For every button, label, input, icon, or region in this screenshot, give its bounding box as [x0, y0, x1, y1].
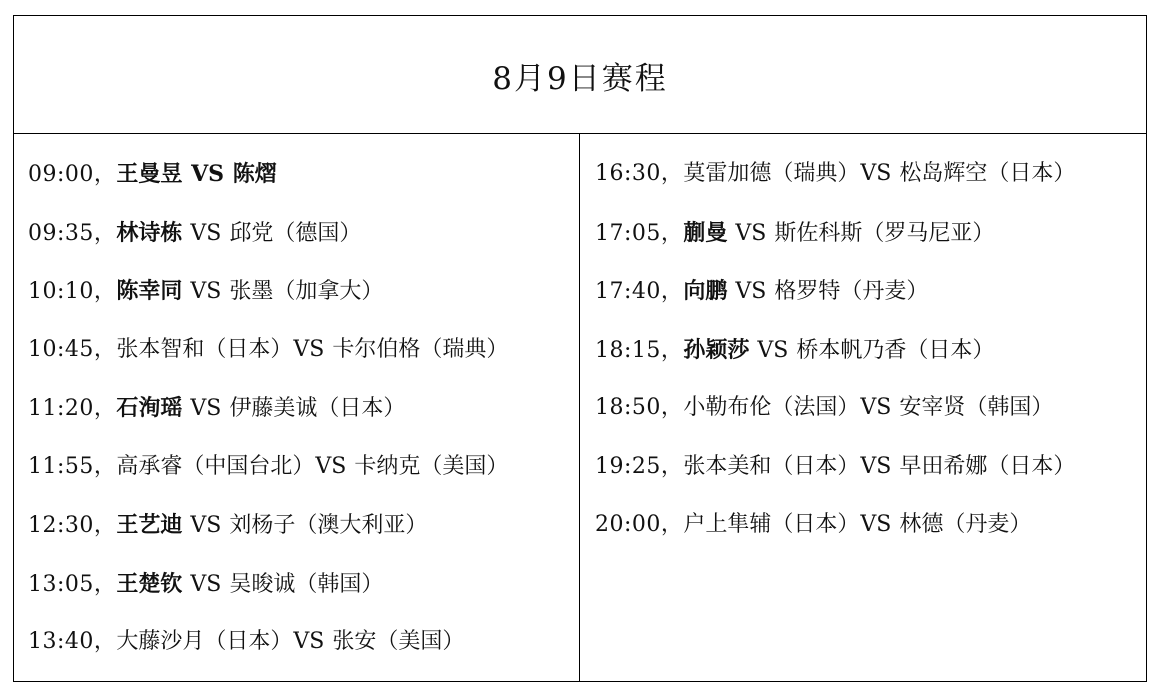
match-row: [28, 394, 405, 422]
versus-label: VS: [728, 279, 774, 304]
match-time: 18:15，: [595, 337, 684, 363]
match-time: 10:45，: [28, 336, 117, 362]
match-row: [595, 160, 1075, 188]
versus-label: VS: [728, 220, 774, 246]
player-one: 陈幸同: [116, 278, 183, 304]
player-one: 高承睿（中国台北）: [116, 453, 315, 479]
versus-label: VS: [183, 513, 229, 538]
match-row: [28, 336, 508, 364]
match-time: 10:10，: [28, 279, 117, 304]
player-one: 张本美和（日本）: [683, 453, 860, 479]
title-row: [14, 16, 1146, 134]
match-time: 20:00，: [595, 512, 684, 537]
match-time: 09:00，: [28, 162, 117, 187]
player-one: 石洵瑶: [116, 395, 183, 421]
player-two: 伊藤美诚（日本）: [229, 396, 406, 421]
match-row: [28, 570, 383, 598]
versus-label: VS: [183, 571, 229, 597]
match-time: 13:05，: [28, 571, 117, 597]
right-column: [580, 134, 1146, 681]
match-row: [595, 511, 1031, 539]
match-row: [595, 277, 928, 305]
player-one: 王艺迪: [116, 512, 183, 538]
match-time: 12:30，: [28, 513, 117, 538]
player-two: 斯佐科斯（罗马尼亚）: [774, 220, 995, 246]
player-two: 刘杨子（澳大利亚）: [229, 513, 428, 538]
match-row: [28, 628, 464, 656]
player-two: 格罗特（丹麦）: [774, 279, 929, 304]
versus-label: VS: [183, 220, 229, 246]
schedule-table: [13, 15, 1147, 682]
match-time: 16:30，: [595, 161, 684, 186]
versus-label: VS: [293, 629, 332, 654]
versus-label: VS: [750, 337, 796, 363]
player-one: 王曼昱: [116, 161, 183, 187]
player-two: 桥本帆乃香（日本）: [796, 337, 995, 363]
player-two: 安宰贤（韩国）: [899, 395, 1054, 420]
match-row: [595, 219, 994, 247]
versus-label: VS: [860, 512, 899, 537]
match-row: [28, 219, 361, 247]
versus-label: VS: [183, 161, 232, 187]
left-column: [14, 134, 580, 681]
match-row: [595, 336, 994, 364]
player-two: 早田希娜（日本）: [899, 453, 1076, 479]
versus-label: VS: [860, 395, 899, 420]
versus-label: VS: [860, 161, 899, 186]
player-two: 陈熠: [232, 161, 277, 187]
player-two: 松岛辉空（日本）: [899, 161, 1076, 186]
match-time: 17:05，: [595, 220, 684, 246]
player-two: 张墨（加拿大）: [229, 279, 384, 304]
versus-label: VS: [183, 279, 229, 304]
page-title: 8月9日赛程: [492, 61, 668, 97]
match-row: [28, 511, 427, 539]
player-two: 卡纳克（美国）: [354, 453, 509, 479]
match-row: [28, 160, 277, 188]
match-time: 13:40，: [28, 629, 117, 654]
player-one: 小勒布伦（法国）: [683, 395, 860, 420]
player-two: 卡尔伯格（瑞典）: [332, 336, 509, 362]
versus-label: VS: [860, 453, 899, 479]
match-time: 11:20，: [28, 396, 117, 421]
player-one: 大藤沙月（日本）: [116, 629, 293, 654]
player-one: 莫雷加德（瑞典）: [683, 161, 860, 186]
player-one: 户上隼辅（日本）: [683, 512, 860, 537]
versus-label: VS: [183, 396, 229, 421]
versus-label: VS: [293, 336, 332, 362]
match-row: [28, 277, 383, 305]
player-two: 邱党（德国）: [229, 220, 362, 246]
match-row: [595, 394, 1053, 422]
player-one: 孙颖莎: [683, 336, 750, 363]
versus-label: VS: [315, 453, 354, 479]
match-time: 17:40，: [595, 279, 684, 304]
player-one: 蒯曼: [683, 219, 728, 246]
match-row: [28, 453, 508, 481]
player-two: 张安（美国）: [332, 629, 465, 654]
match-row: [595, 453, 1075, 481]
match-time: 11:55，: [28, 453, 117, 479]
player-one: 王楚钦: [116, 570, 183, 597]
player-two: 林德（丹麦）: [899, 512, 1032, 537]
player-one: 林诗栋: [116, 219, 183, 246]
player-one: 张本智和（日本）: [116, 336, 293, 362]
match-time: 18:50，: [595, 395, 684, 420]
match-time: 09:35，: [28, 220, 117, 246]
player-two: 吴晙诚（韩国）: [229, 571, 384, 597]
match-time: 19:25，: [595, 453, 684, 479]
player-one: 向鹏: [683, 278, 728, 304]
